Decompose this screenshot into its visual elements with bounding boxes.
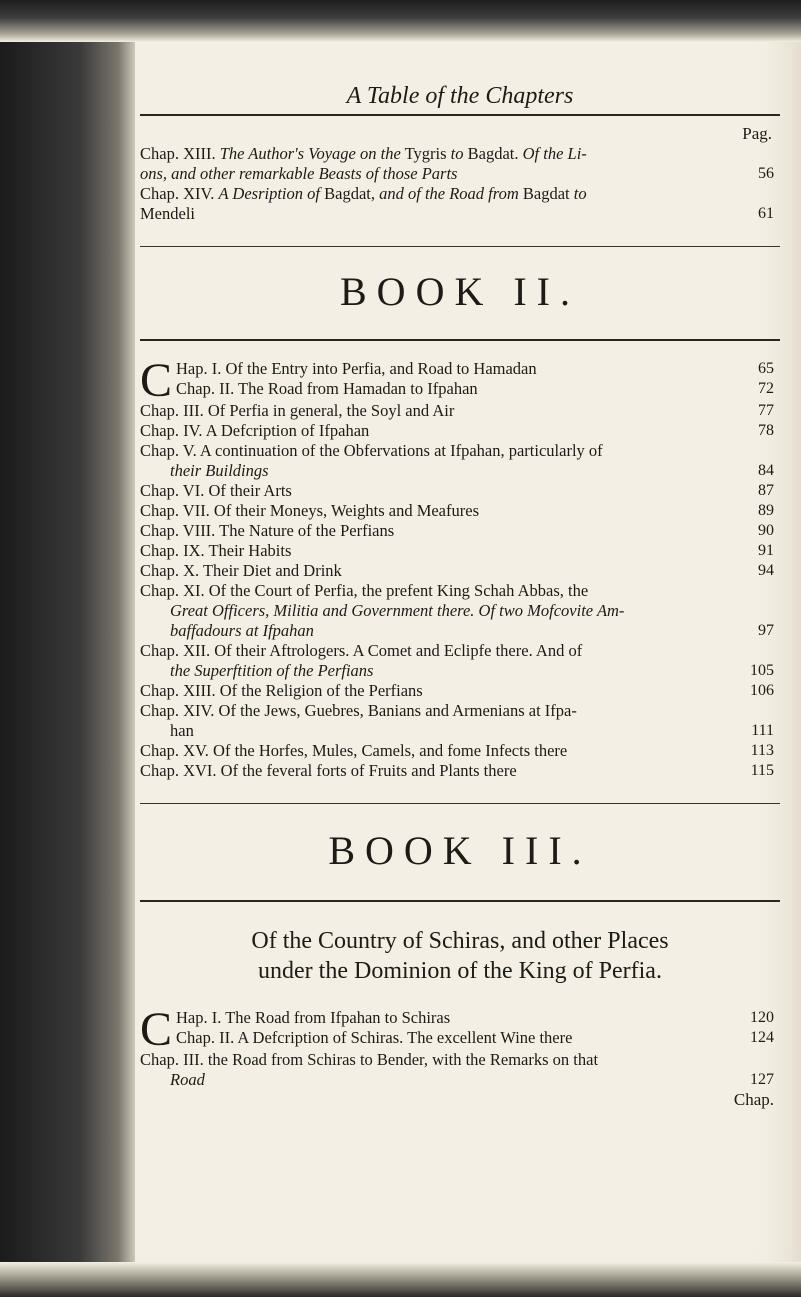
page-number: 97: [758, 622, 774, 639]
book3-subtitle: Of the Country of Schiras, and other Places: [251, 928, 669, 954]
toc-entry: Chap. XII. Of their Aftrologers. A Comet and Eclipfe there. And of the Superftition of the Perfians 105: [140, 641, 774, 680]
page-number: 89: [758, 502, 774, 519]
page-top-edge: [0, 0, 801, 42]
drop-cap: C: [140, 1003, 173, 1056]
toc-entry: Chap. XIV. Of the Jews, Guebres, Banians and Armenians at Ifpa- han 111: [140, 701, 774, 740]
toc-entry: Chap. X. Their Diet and Drink 94: [140, 561, 774, 580]
page-number: 61: [758, 205, 774, 222]
book1-tail-entries: [140, 144, 780, 224]
page-number: 105: [750, 662, 774, 679]
book3-heading: BOOK III.: [328, 828, 592, 873]
toc-entry: Chap. VI. Of their Arts 87: [140, 481, 774, 500]
toc-entry: Chap. II. The Road from Hamadan to Ifpahan 72: [176, 379, 774, 398]
toc-entry: Chap. II. A Defcription of Schiras. The excellent Wine there 124: [176, 1028, 774, 1047]
page-number: 65: [758, 360, 774, 377]
page-number: 111: [751, 722, 774, 739]
toc-entry: Chap. IX. Their Habits 91: [140, 541, 774, 560]
page-number: 78: [758, 422, 774, 439]
book3-subtitle: under the Dominion of the King of Perfia.: [258, 958, 662, 984]
page-number: 115: [750, 762, 774, 779]
toc-entry: Hap. I. The Road from Ifpahan to Schiras 120: [176, 1008, 774, 1027]
page-number: 124: [750, 1029, 774, 1046]
page-content: [140, 80, 780, 1110]
book2-heading: BOOK II.: [340, 269, 580, 314]
page-number: 106: [750, 682, 774, 699]
book-spine: [0, 0, 135, 1297]
book3-entries: [140, 1003, 780, 1110]
section-rule: [140, 900, 780, 902]
section-rule: [140, 803, 780, 804]
toc-entry: Chap. XV. Of the Horfes, Mules, Camels, and fome Infects there 113: [140, 741, 774, 760]
page-number: 120: [750, 1009, 774, 1026]
toc-entry: Chap. III. the Road from Schiras to Bender, with the Remarks on that Road 127: [140, 1050, 774, 1089]
toc-entry: Chap. XIII. The Author's Voyage on the Tygris to Bagdat. Of the Li- ons, and other remarkable Beasts of those Parts 56: [140, 144, 774, 183]
toc-entry: Chap. IV. A Defcription of Ifpahan 78: [140, 421, 774, 440]
page-bottom-edge: [0, 1262, 801, 1297]
toc-entry: Chap. XVI. Of the feveral forts of Fruits and Plants there 115: [140, 761, 774, 780]
page-number: 91: [758, 542, 774, 559]
pag-label: Pag.: [742, 124, 772, 143]
toc-entry: Hap. I. Of the Entry into Perfia, and Road to Hamadan 65: [176, 359, 774, 378]
catchword: Chap.: [733, 1090, 774, 1109]
page-number: 113: [750, 742, 774, 759]
page-number: 72: [758, 380, 774, 397]
page-number: 90: [758, 522, 774, 539]
page-number: 56: [758, 165, 774, 182]
toc-entry: Chap. XI. Of the Court of Perfia, the prefent King Schah Abbas, the Great Officers, Militia and Government there. Of two Mofcovite Am- baffadours at Ifpahan 97: [140, 581, 774, 640]
page-number: 87: [758, 482, 774, 499]
section-rule: [140, 246, 780, 247]
toc-entry: Chap. VII. Of their Moneys, Weights and Meafures 89: [140, 501, 774, 520]
toc-entry: Chap. XIV. A Desription of Bagdat, and of the Road from Bagdat to Mendeli 61: [140, 184, 774, 223]
toc-entry: Chap. VIII. The Nature of the Perfians 90: [140, 521, 774, 540]
drop-cap: C: [140, 354, 173, 407]
toc-entry: Chap. III. Of Perfia in general, the Soyl and Air 77: [140, 401, 774, 420]
section-rule: [140, 339, 780, 341]
page-number: 127: [750, 1071, 774, 1088]
head-rule: [140, 114, 780, 116]
page-number: 77: [758, 402, 774, 419]
book2-entries: [140, 354, 780, 781]
running-head: A Table of the Chapters: [346, 83, 574, 109]
page-number: 84: [758, 462, 774, 479]
toc-entry: Chap. V. A continuation of the Obfervations at Ifpahan, particularly of their Buildings 84: [140, 441, 774, 480]
page-number: 94: [758, 562, 774, 579]
toc-entry: Chap. XIII. Of the Religion of the Perfians 106: [140, 681, 774, 700]
